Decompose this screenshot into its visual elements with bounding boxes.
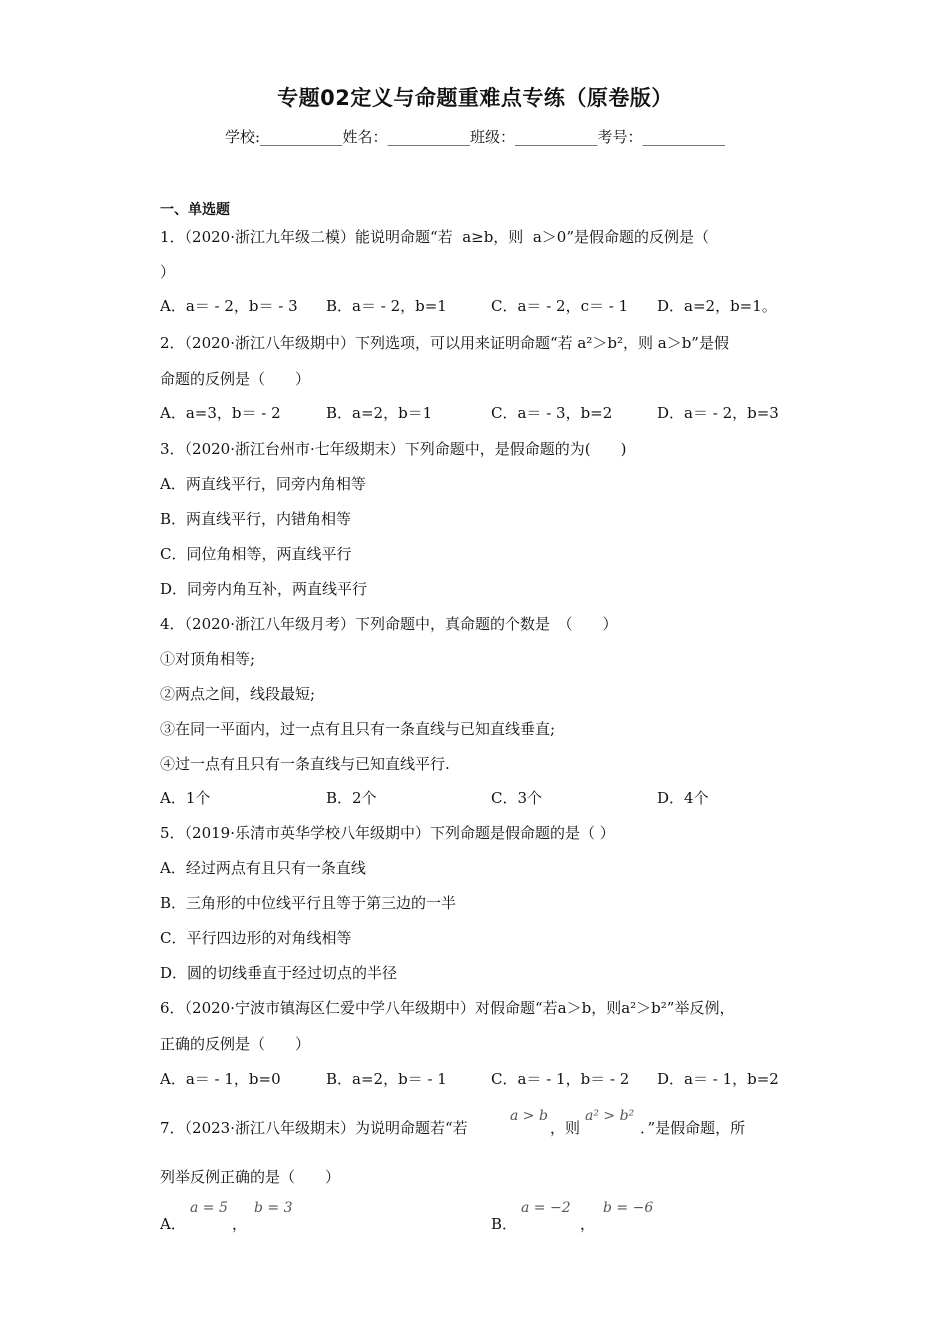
question-4-item-1: ①对顶角相等; bbox=[160, 650, 256, 668]
question-4-option-c: C．3个 bbox=[491, 789, 543, 807]
question-4-item-2: ②两点之间，线段最短; bbox=[160, 685, 316, 703]
question-6-text-cont: 正确的反例是（ ） bbox=[160, 1035, 311, 1053]
question-3-option-a: A．两直线平行，同旁内角相等 bbox=[160, 475, 366, 493]
question-1-option-a: A．a＝ - 2，b＝ - 3 bbox=[160, 297, 298, 315]
question-2-option-a: A．a=3，b＝ - 2 bbox=[160, 404, 281, 422]
question-2-option-b: B．a=2，b＝1 bbox=[326, 404, 433, 422]
question-5-option-c: C．平行四边形的对角线相等 bbox=[160, 929, 352, 947]
question-7-option-b-label: B． bbox=[491, 1215, 518, 1233]
question-7-math-conclusion: a² > b² bbox=[585, 1108, 635, 1124]
question-5-option-a: A．经过两点有且只有一条直线 bbox=[160, 859, 366, 877]
question-1-option-c: C．a＝ - 2，c＝ - 1 bbox=[491, 297, 629, 315]
question-7-option-a-value-a: a = 5 bbox=[190, 1200, 228, 1216]
question-1-text: 1．（2020·浙江九年级二模）能说明命题“若 a≥b，则 a＞0”是假命题的反例是（ bbox=[160, 228, 709, 246]
question-2-option-d: D．a＝ - 2，b=3 bbox=[657, 404, 779, 422]
question-4-text: 4．（2020·浙江八年级月考）下列命题中，真命题的个数是 （ ） bbox=[160, 615, 618, 633]
document-title: 专题02定义与命题重难点专练（原卷版） bbox=[277, 86, 673, 110]
question-7-option-b-value-a: a = −2 bbox=[521, 1200, 571, 1216]
question-7-option-b-comma: ， bbox=[580, 1215, 596, 1233]
question-7-option-a-label: A． bbox=[160, 1215, 186, 1233]
question-1-option-d: D．a=2，b=1。 bbox=[657, 297, 777, 315]
question-2-text: 2．（2020·浙江八年级期中）下列选项，可以用来证明命题“若 a²＞b²，则 a＞b”是假 bbox=[160, 334, 729, 352]
question-4-item-4: ④过一点有且只有一条直线与已知直线平行. bbox=[160, 755, 450, 773]
question-2-text-cont: 命题的反例是（ ） bbox=[160, 370, 311, 388]
question-3-option-b: B．两直线平行，内错角相等 bbox=[160, 510, 352, 528]
question-3-option-c: C．同位角相等，两直线平行 bbox=[160, 545, 352, 563]
question-4-option-b: B．2个 bbox=[326, 789, 377, 807]
question-6-option-b: B．a=2，b＝ - 1 bbox=[326, 1070, 447, 1088]
question-5-text: 5．（2019·乐清市英华学校八年级期中）下列命题是假命题的是（ ） bbox=[160, 824, 615, 842]
question-1-option-b: B．a＝ - 2，b=1 bbox=[326, 297, 447, 315]
question-1-text-cont: ） bbox=[160, 263, 176, 281]
question-7-option-a-value-b: b = 3 bbox=[254, 1200, 293, 1216]
question-5-option-b: B．三角形的中位线平行且等于第三边的一半 bbox=[160, 894, 457, 912]
student-info-line: 学校:___________姓名：___________班级：___________考号：___________ bbox=[224, 128, 726, 146]
question-7-math-condition: a > b bbox=[510, 1108, 548, 1124]
question-3-option-d: D．同旁内角互补，两直线平行 bbox=[160, 580, 368, 598]
question-6-option-d: D．a＝ - 1，b=2 bbox=[657, 1070, 779, 1088]
question-2-option-c: C．a＝ - 3，b=2 bbox=[491, 404, 613, 422]
question-6-option-c: C．a＝ - 1，b＝ - 2 bbox=[491, 1070, 630, 1088]
question-7-text-part1: 7．（2023·浙江八年级期末）为说明命题若“若 bbox=[160, 1119, 468, 1137]
question-7-text-part3: ．”是假命题，所 bbox=[640, 1119, 746, 1137]
question-7-option-a-comma: ， bbox=[232, 1215, 248, 1233]
question-3-text: 3．（2020·浙江台州市·七年级期末）下列命题中，是假命题的为( ) bbox=[160, 440, 627, 458]
question-6-text: 6．（2020·宁波市镇海区仁爱中学八年级期中）对假命题“若a＞b，则a²＞b²”举反例， bbox=[160, 999, 735, 1017]
question-4-item-3: ③在同一平面内，过一点有且只有一条直线与已知直线垂直; bbox=[160, 720, 556, 738]
question-6-option-a: A．a＝ - 1，b=0 bbox=[160, 1070, 281, 1088]
question-7-text-part2: ，则 bbox=[550, 1119, 581, 1137]
question-5-option-d: D．圆的切线垂直于经过切点的半径 bbox=[160, 964, 398, 982]
question-7-text-cont: 列举反例正确的是（ ） bbox=[160, 1168, 341, 1186]
question-4-option-a: A．1个 bbox=[160, 789, 211, 807]
question-4-option-d: D．4个 bbox=[657, 789, 709, 807]
question-7-option-b-value-b: b = −6 bbox=[603, 1200, 654, 1216]
section-heading: 一、单选题 bbox=[160, 202, 230, 218]
